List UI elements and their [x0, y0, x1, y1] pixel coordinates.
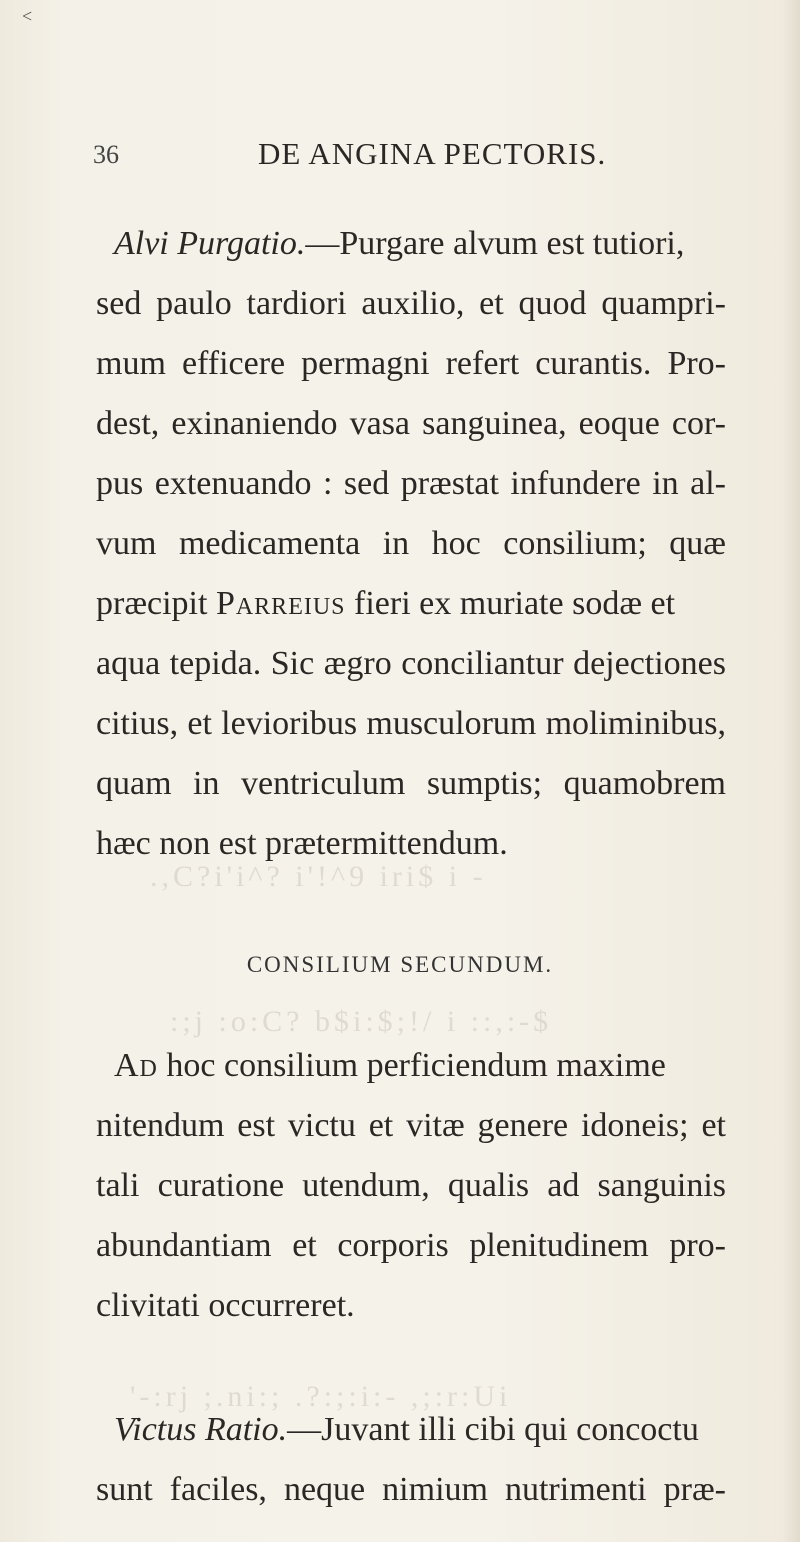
line-text: fieri ex muriate sodæ et: [354, 585, 676, 622]
text-line: vum medicamenta in hoc consilium; quæ: [96, 525, 726, 562]
text-line: hæc non est prætermittendum.: [96, 825, 508, 862]
section-heading: CONSILIUM SECUNDUM.: [246, 952, 554, 977]
text-line: [96, 574, 726, 634]
paragraph-victus-ratio: [96, 1400, 726, 1520]
line-text: —Purgare alvum est tutiori,: [305, 225, 685, 262]
text-line: aqua tepida. Sic ægro conciliantur dejectiones: [96, 645, 726, 682]
corner-mark: <: [22, 6, 33, 26]
text-line: [96, 214, 726, 274]
paragraph-consilium: [96, 1036, 726, 1336]
page-header: [0, 136, 800, 176]
lead-smallcaps: Ad: [114, 1047, 158, 1084]
text-line: tali curatione utendum, qualis ad sanguinis: [96, 1167, 726, 1204]
text-line: pus extenuando : sed præstat infundere in al-: [96, 465, 726, 502]
text-line: quam in ventriculum sumptis; quamobrem: [96, 765, 726, 802]
text-line: abundantiam et corporis plenitudinem pro-: [96, 1227, 726, 1264]
text-line: clivitati occurreret.: [96, 1287, 355, 1324]
line-text: præcipit: [96, 585, 208, 622]
line-text: —Juvant illi cibi qui concoctu: [287, 1411, 699, 1448]
author-name: Parreius: [215, 585, 346, 622]
text-line: sunt faciles, neque nimium nutrimenti præ-: [96, 1471, 726, 1508]
text-line: mum efficere permagni refert curantis. Pro-: [96, 345, 726, 382]
line-text: hoc consilium perficiendum maxime: [166, 1047, 666, 1084]
lead-italic: Alvi Purgatio.: [114, 225, 306, 262]
text-line: nitendum est victu et vitæ genere idoneis; et: [96, 1107, 726, 1144]
running-title: DE ANGINA PECTORIS.: [258, 136, 607, 171]
text-line: dest, exinaniendo vasa sanguinea, eoque cor-: [96, 405, 726, 442]
text-line: [96, 1036, 726, 1096]
lead-italic: Victus Ratio.: [114, 1411, 288, 1448]
text-line: citius, et levioribus musculorum moliminibus,: [96, 705, 726, 742]
text-line: sed paulo tardiori auxilio, et quod quampri-: [96, 285, 726, 322]
paragraph-alvi-purgatio: [96, 214, 726, 874]
page-number: 36: [93, 140, 119, 169]
text-line: [96, 1400, 726, 1460]
page-edge-shadow: [782, 0, 800, 1542]
